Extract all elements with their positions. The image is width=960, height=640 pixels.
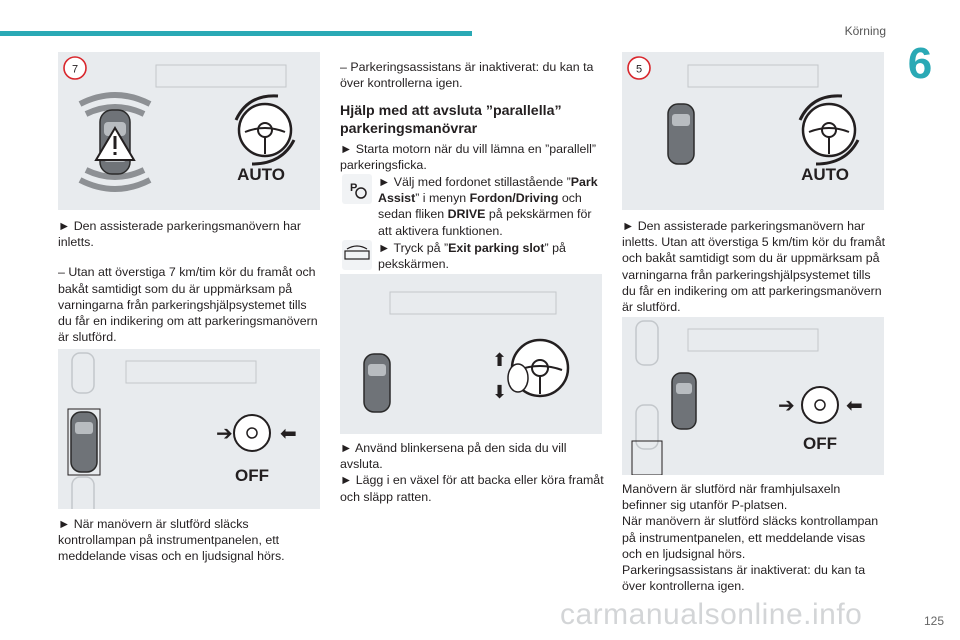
paragraph: ► När manövern är slutförd släcks kontrollampan på instrumentpanelen, ett meddelande visas och en ljudsignal hörs. (58, 517, 285, 564)
paragraph: ► Använd blinkersena på den sida du vill avsluta. (340, 441, 567, 472)
figure-auto-exit (622, 52, 884, 210)
car-icon (71, 412, 97, 472)
arrow-right-icon: ➔ (778, 393, 795, 417)
col2-text-block-5 (340, 440, 604, 505)
col2-text-block-4: ► Tryck på ”Exit parking slot” på pekskärmen. (378, 241, 566, 272)
page-number: 125 (923, 614, 944, 628)
header-accent-bar (0, 31, 472, 36)
chapter-number: 6 (907, 39, 933, 88)
col2-text-block-1 (340, 59, 602, 91)
off-label: OFF (803, 434, 837, 453)
figure-badge: 5 (635, 63, 643, 76)
figure-exit-parking (340, 274, 602, 434)
col3-text-block-2 (622, 481, 886, 594)
paragraph: ► Lägg i en växel för att backa eller köra framåt och släpp ratten. (340, 473, 604, 504)
exit-parking-slot-icon (342, 240, 372, 270)
auto-label: AUTO (237, 165, 285, 184)
car-icon (364, 354, 390, 412)
car-icon (668, 104, 694, 164)
paragraph: ► Den assisterade parkeringsmanövern har inletts. Utan att överstiga 5 km/tim kör du framåt och bakåt samtidigt som du är uppmärksam på varningarna från parkeringshjälpsystemet tills du får en indikering om att parkeringsmanövern är slutförd. (622, 219, 886, 315)
col1-text-block-2 (58, 516, 322, 565)
steering-wheel-icon (239, 104, 291, 156)
car-icon (672, 373, 696, 429)
arrow-up-icon: ⬆ (492, 350, 508, 371)
auto-label: AUTO (801, 165, 849, 184)
paragraph: När manövern är slutförd släcks kontrollampan på instrumentpanelen, ett meddelande visas och en ljudsignal hörs. (622, 514, 879, 561)
paragraph: – Utan att överstiga 7 km/tim kör du framåt och bakåt samtidigt som du är uppmärksam på varningarna från parkeringshjälpsystemet tills du får en indikering om att parkeringsmanövern är slutförd. (58, 265, 318, 345)
watermark: carmanualsonline.info (560, 598, 863, 631)
off-label: OFF (235, 466, 269, 485)
paragraph: Parkeringsassistans är inaktiverat: du kan ta över kontrollerna igen. (622, 563, 866, 594)
figure-badge: 7 (71, 63, 79, 76)
paragraph: – Parkeringsassistans är inaktiverat: du kan ta över kontrollerna igen. (340, 60, 594, 91)
col1-text-block-1 (58, 218, 322, 345)
figure-off-exit (622, 317, 884, 475)
arrow-down-icon: ⬇ (492, 382, 508, 403)
col2-text-block-2 (340, 141, 602, 173)
hand-icon (508, 364, 528, 392)
steering-wheel-icon (803, 104, 855, 156)
figure-off-parking (58, 349, 320, 509)
paragraph: ► Den assisterade parkeringsmanövern har inletts. (58, 219, 301, 250)
paragraph: ► Starta motorn när du vill lämna en ”parallell” parkeringsficka. (340, 142, 597, 173)
arrow-right-icon: ➔ (216, 421, 233, 445)
col3-text-block-1 (622, 218, 886, 315)
steering-wheel-icon (802, 387, 838, 423)
svg-text:P: P (350, 182, 358, 194)
paragraph: Manövern är slutförd när framhjulsaxeln befinner sig utanför P-platsen. (622, 482, 841, 513)
arrow-left-icon: ⬅ (280, 421, 297, 445)
steering-wheel-icon (234, 415, 270, 451)
figure-auto-parking-sensors (58, 52, 320, 210)
section-title: Körning (844, 24, 886, 38)
section-heading: Hjälp med att avsluta ”parallella” parkeringsmanövrar (340, 103, 562, 137)
col2-text-block-3: ► Välj med fordonet stillastående ”Park Assist” i menyn Fordon/Driving och sedan fliken DRIVE på pekskärmen för att aktivera funktionen. (378, 175, 598, 238)
arrow-left-icon: ⬅ (846, 393, 863, 417)
